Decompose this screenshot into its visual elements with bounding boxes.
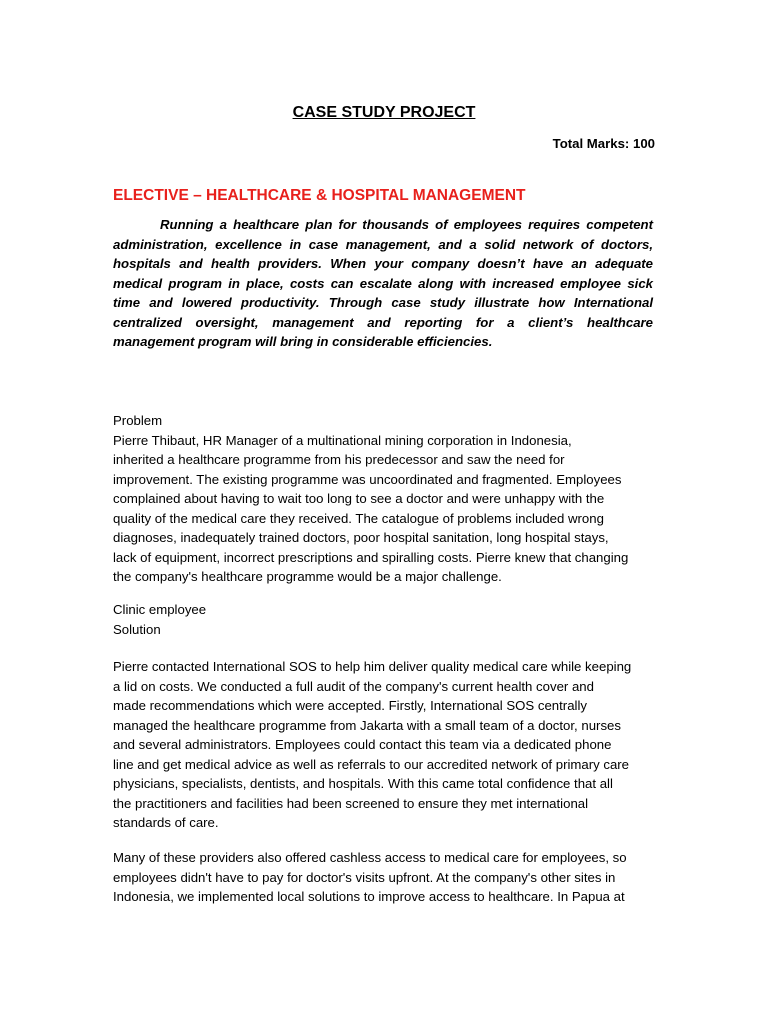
providers-line: employees didn't have to pay for doctor's visits upfront. At the company's other sites in: [113, 869, 616, 885]
solution-line: physicians, specialists, dentists, and hospitals. With this came total confidence that all: [113, 776, 613, 791]
providers-line: Many of these providers also offered cashless access to medical care for employees, so: [113, 850, 627, 865]
total-marks: Total Marks: 100: [552, 136, 655, 151]
problem-line: inherited a healthcare programme from his predecessor and saw the need for: [113, 452, 565, 467]
problem-line: improvement. The existing programme was uncoordinated and fragmented. Employees: [113, 471, 622, 487]
problem-line: quality of the medical care they received. The catalogue of problems included wrong: [113, 510, 604, 526]
problem-line: the company's healthcare programme would be a major challenge.: [113, 569, 502, 584]
solution-line: managed the healthcare programme from Jakarta with a small team of a doctor, nurses: [113, 717, 621, 733]
solution-line: Pierre contacted International SOS to help him deliver quality medical care while keeping: [113, 659, 632, 674]
solution-line: standards of care.: [113, 815, 219, 830]
intro-paragraph: Running a healthcare plan for thousands of employees requires competent administration, excellence in case management, and a solid network of doctors, hospitals and health providers. When your company doesn’t have an adequate medical program in place, costs can escalate along with increased employee sick time and lowered productivity. Through case study illustrate how International centralized oversight, management and reporting for a client’s healthcare management program will bring in considerable efficiencies.: [113, 217, 653, 349]
solution-heading: Solution: [113, 621, 161, 637]
clinic-solution-labels: [113, 600, 658, 639]
solution-line: and several administrators. Employees could contact this team via a dedicated phone: [113, 737, 612, 752]
solution-line: made recommendations which were accepted. Firstly, International SOS centrally: [113, 698, 587, 713]
page-title: CASE STUDY PROJECT: [292, 104, 476, 121]
problem-line: lack of equipment, incorrect prescriptions and spiralling costs. Pierre knew that changing: [113, 549, 629, 565]
providers-line: Indonesia, we implemented local solutions to improve access to healthcare. In Papua at: [113, 889, 625, 904]
problem-line: complained about having to wait too long to see a doctor and were unhappy with the: [113, 491, 605, 506]
problem-line: diagnoses, inadequately trained doctors, poor hospital sanitation, long hospital stays,: [113, 530, 609, 545]
problem-section: [113, 411, 658, 587]
providers-paragraph: [113, 848, 658, 907]
problem-line: Pierre Thibaut, HR Manager of a multinational mining corporation in Indonesia,: [113, 432, 572, 448]
clinic-employee-label: Clinic employee: [113, 602, 207, 617]
solution-paragraph: [113, 657, 658, 833]
solution-line: a lid on costs. We conducted a full audit of the company's current health cover and: [113, 678, 594, 694]
elective-heading: ELECTIVE – HEALTHCARE & HOSPITAL MANAGEMENT: [113, 187, 526, 204]
solution-line: the practitioners and facilities had been screened to ensure they met international: [113, 795, 589, 811]
solution-line: line and get medical advice as well as referrals to our accredited network of primary care: [113, 756, 630, 772]
problem-heading: Problem: [113, 413, 163, 428]
